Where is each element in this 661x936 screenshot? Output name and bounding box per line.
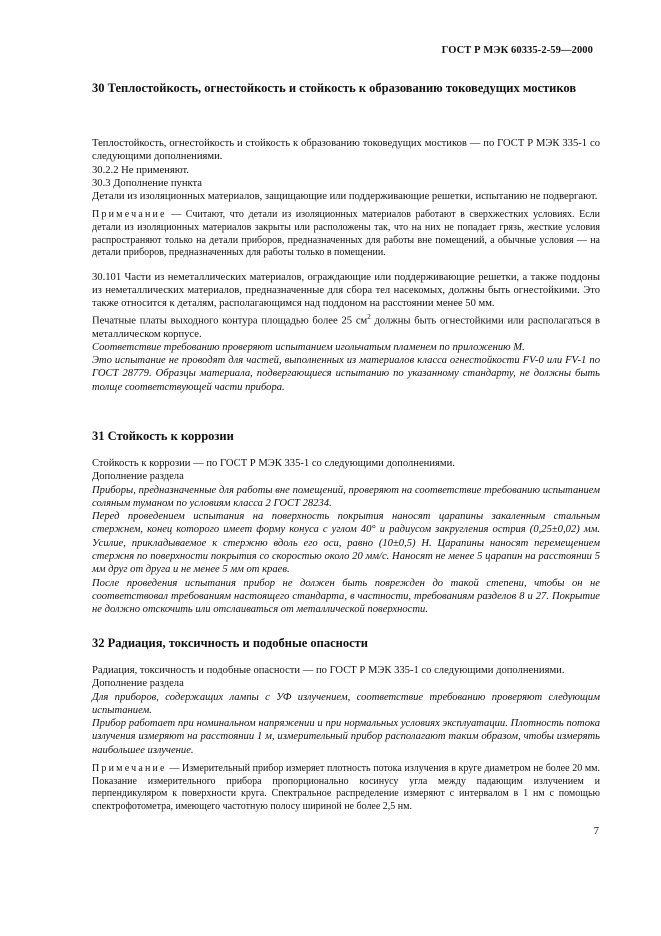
s32-paragraph-2: Дополнение раздела	[92, 678, 184, 690]
s31-paragraph-1: Стойкость к коррозии — по ГОСТ Р МЭК 335-1 со следующими дополнениями.	[92, 458, 455, 469]
s32-note	[92, 763, 600, 813]
note-text: — Считают, что детали из изоляционных материалов работают в сверхжестких условиях. Если детали из изоляционных материалов закрыты или расположены так, что на них не попадает грязь, жесткие условия распространяют только на детали приборов, предназначенных для работы вне помещений, а обычные условия — на детали приборов, предназначенных для работы только в помещении.	[92, 209, 600, 259]
s30-paragraph-5: 30.101 Части из неметаллических материалов, ограждающие или поддерживающие решетки, а также поддоны из неметаллических материалов, предназначенные для сбора тел насекомых, должны быть огнестойкими. Это также относится к деталям, располагающимся над поддоном на расстоянии менее 50 мм.	[92, 271, 600, 310]
s30-paragraph-1: Теплостойкость, огнестойкость и стойкость к образованию токоведущих мостиков — по ГОСТ Р МЭК 335-1 со следующими дополнениями.	[92, 138, 600, 163]
note-label: Примечание	[92, 209, 167, 221]
s31-paragraph-2: Дополнение раздела	[92, 471, 184, 483]
standard-header: ГОСТ Р МЭК 60335-2-59—2000	[441, 45, 593, 56]
s30-paragraph-7: Соответствие требованию проверяют испытанием игольчатым пламенем по приложению М.	[92, 341, 525, 353]
section-30-body	[92, 137, 600, 394]
s30-paragraph-2: 30.2.2 Не применяют.	[92, 164, 189, 176]
s30-note	[92, 209, 600, 259]
s31-paragraph-3: Приборы, предназначенные для работы вне помещений, проверяют на соответствие требованию испытанием соляным туманом по условиям класса 2 ГОСТ 28234.	[92, 484, 600, 509]
note-label: Примечание	[92, 763, 167, 775]
superscript: 2	[367, 312, 371, 321]
s30-paragraph-6: Печатные платы выходного контура площадью более 25 $см^2$ должны быть огнестойкими или располагаться в металлическом корпусе.	[92, 312, 600, 340]
section-30-title: 30 Теплостойкость, огнестойкость и стойкость к образованию токоведущих мостиков	[92, 81, 577, 95]
s30-paragraph-3: 30.3 Дополнение пункта	[92, 177, 202, 189]
s32-paragraph-4: Прибор работает при номинальном напряжении и при нормальных условиях эксплуатации. Плотность потока излучения измеряют на расстоянии 1 м, измерительный прибор располагают таким образом, чтобы измерять наибольшее излучение.	[92, 718, 600, 756]
page-number: 7	[593, 826, 599, 837]
section-32-body	[92, 664, 600, 813]
section-31-body	[92, 457, 600, 617]
s32-paragraph-1: Радиация, токсичность и подобные опасности — по ГОСТ Р МЭК 335-1 со следующими дополнениями.	[92, 665, 565, 676]
s30-paragraph-4: Детали из изоляционных материалов, защищающие или поддерживающие решетки, испытанию не подвергают.	[92, 191, 598, 203]
note-text: — Измерительный прибор измеряет плотность потока излучения в круге диаметром не более 20 мм. Показание измерительного прибора пропорционально косинусу угла между падающим излучением и перпендикуляром к поверхности круга. Спектральное распределение измеряют с интервалом в 1 нм с помощью спектрофотометра, имеющего частотную полосу шириной не более 2,5 нм.	[92, 763, 600, 812]
section-31-title: 31 Стойкость к коррозии	[92, 429, 234, 443]
s30-paragraph-8: Это испытание не проводят для частей, выполненных из материалов класса огнестойкости FV-0 или FV-1 по ГОСТ 28779. Образцы материала, подвергающиеся испытанию по указанному стандарту, не должны быть толще соответствующей части прибора.	[92, 355, 600, 393]
s31-paragraph-4: Перед проведением испытания на поверхность покрытия наносят царапины закаленным стальным стержнем, конец которого имеет форму конуса с углом 40° и радиусом закругления острия (0,25±0,02) мм. Усилие, прикладываемое к стержню вдоль его оси, равно (10±0,5) Н. Царапины наносят перемещением стержня по поверхности покрытия со скоростью около 20 мм/с. Наносят не менее 5 царапин на расстоянии 5 мм друг от друга и не менее 5 мм от краев.	[92, 511, 600, 576]
section-32-title: 32 Радиация, токсичность и подобные опасности	[92, 636, 368, 650]
s31-paragraph-5: После проведения испытания прибор не должен быть поврежден до такой степени, чтобы он не соответствовал требованиям настоящего стандарта, в частности, требованиям разделов 8 и 27. Покрытие не должно отскочить или отслаиваться от металлической поверхности.	[92, 577, 600, 616]
s32-paragraph-3: Для приборов, содержащих лампы с УФ излучением, соответствие требованию проверяют следующим испытанием.	[92, 691, 600, 716]
